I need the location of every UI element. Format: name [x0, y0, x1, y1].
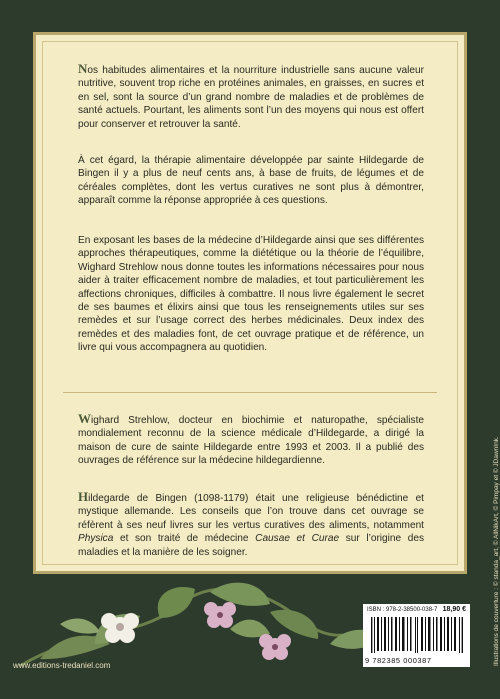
book-title-causae: Causae et Curae — [255, 533, 340, 545]
hildegarde-bio-part2: et son traité de médecine — [113, 533, 256, 545]
blurb-paragraph-2: À cet égard, la thérapie alimentaire développée par sainte Hildegarde de Bingen il y a plus de neuf cents ans, à base de fruits, de légumes et de céréales complètes, dont les vertus curatives ne sont plus à démontrer, apparaît comme la réponse appropriée à ces questions. — [78, 155, 424, 207]
flower-pink-1 — [204, 602, 236, 628]
price-label: 18,90 € — [442, 606, 466, 613]
footer-band — [0, 666, 500, 699]
isbn-label: ISBN : 978-2-38500-038-7 — [367, 607, 438, 613]
barcode-bars — [371, 617, 463, 653]
blurb-paragraph-3: En exposant les bases de la médecine d’Hildegarde ainsi que ses différentes approches thérapeutiques, comme la diététique ou la théorie de l’équilibre, Wighard Strehlow nous donne toutes les informations nécessaires pour nous aider à traiter efficacement nombre de maladies, et tout particulièrement les affections chroniques, difficiles à combattre. Il nous livre également le secret de ses baumes et élixirs ainsi que tous les renseignements utiles sur ses remèdes et sur l’usage correct des herbes médicinales. Deux index des remèdes et des maladies font, de cet ouvrage pratique et de référence, un livre qui vous accompagnera au quotidien. — [78, 235, 424, 354]
section-divider — [63, 392, 437, 393]
flower-white — [101, 613, 139, 643]
book-title-physica: Physica — [78, 533, 114, 545]
hildegarde-bio-part1: Hildegarde de Bingen (1098-1179) était une religieuse bénédictine et mystique allemande. Les conseils que l’on trouve dans cet ouvrage se réfèrent à ses neuf livres sur les vertus curatives des aliments, notamment — [78, 489, 424, 531]
author-bio: Wighard Strehlow, docteur en biochimie et naturopathe, spécialiste mondialement reconnu de la science médicale d’Hildegarde, a dirigé la maison de cure de sainte Hildegarde entre 1993 et 2003. Il a publié des ouvrages de référence sur la médecine hildegardienne. — [78, 411, 424, 467]
flower-pink-2 — [259, 634, 291, 660]
illustration-credits: Illustrations de couverture : © standa_art, © AllNikArt, © Pimpay et © JDawnInk. — [493, 436, 500, 666]
hildegarde-bio-part3: sur l’origine des maladies et la manière de les soigner. — [78, 533, 425, 558]
blurb-paragraph-1: Nos habitudes alimentaires et la nourriture industrielle sans aucune valeur nutritive, souvent trop riche en protéines animales, en graisses, en sucres et en sel, sont la source d’un grand nombre de maladies et de problèmes de santé actuels. Pourtant, les aliments sont l’un des moyens qui nous est offert pour conserver et retrouver la santé. — [78, 61, 424, 130]
hildegarde-bio — [78, 490, 424, 559]
barcode-box — [363, 604, 470, 667]
barcode-digits: 9 782385 000387 — [365, 656, 432, 665]
publisher-website: www.editions-tredaniel.com — [13, 661, 111, 670]
